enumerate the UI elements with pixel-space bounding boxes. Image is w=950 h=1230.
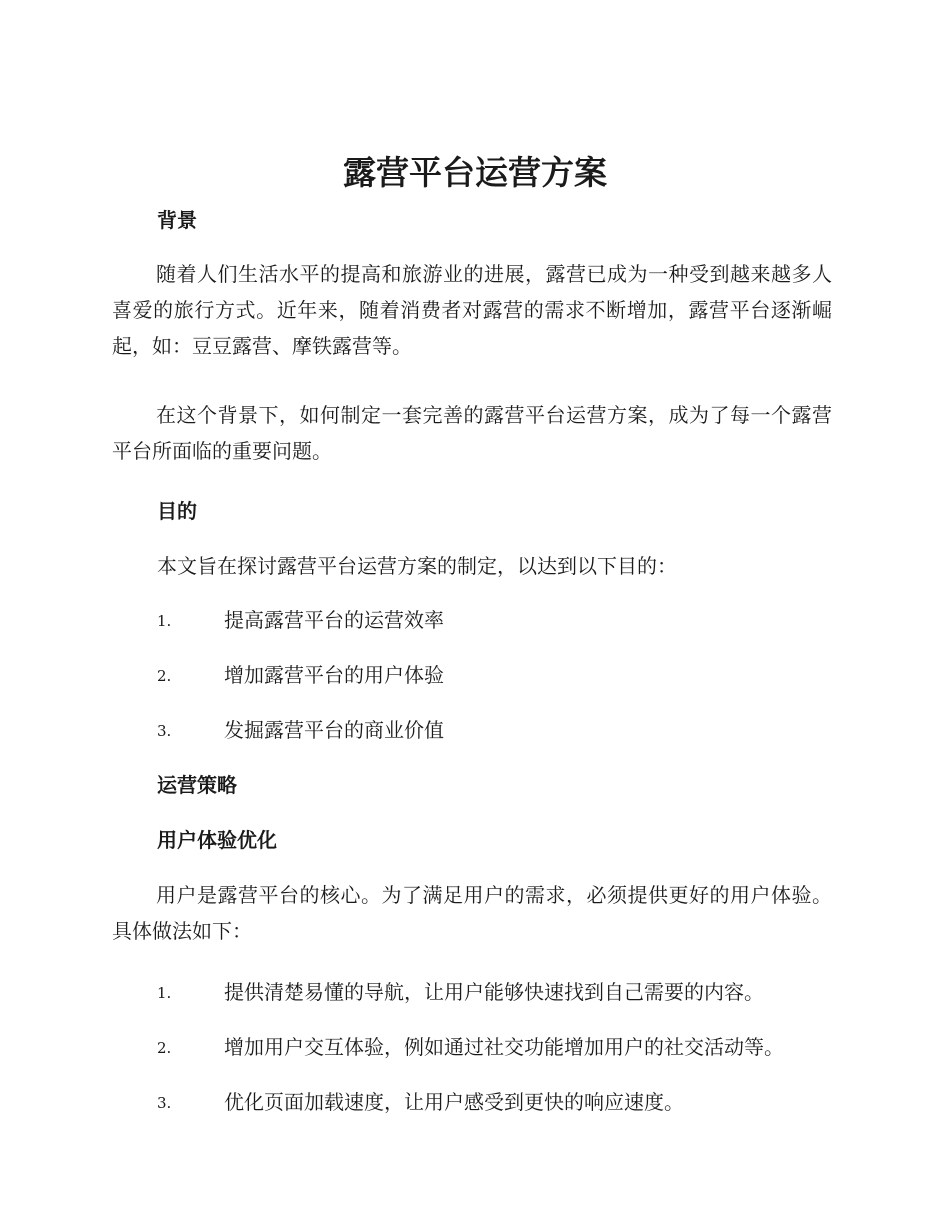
list-text: 增加露营平台的用户体验: [224, 663, 444, 687]
list-number: 1.: [157, 612, 172, 630]
list-item: [157, 715, 847, 745]
subsection-heading-ux: 用户体验优化: [157, 828, 277, 852]
list-item: [157, 977, 847, 1007]
purpose-intro: 本文旨在探讨露营平台运营方案的制定，以达到以下目的：: [157, 554, 677, 578]
section-heading-strategy: 运营策略: [157, 773, 237, 797]
list-item: [157, 1032, 847, 1062]
section-heading-purpose: 目的: [157, 499, 197, 523]
list-number: 2.: [157, 667, 172, 685]
list-number: 3.: [157, 1094, 172, 1112]
section-heading-background: 背景: [157, 208, 197, 232]
list-item: [157, 605, 847, 635]
list-text: 提供清楚易懂的导航，让用户能够快速找到自己需要的内容。: [224, 980, 764, 1004]
document-title: 露营平台运营方案: [343, 153, 607, 192]
strategy-paragraph: 用户是露营平台的核心。为了满足用户的需求，必须提供更好的用户体验。具体做法如下：: [112, 883, 832, 943]
list-text: 优化页面加载速度，让用户感受到更快的响应速度。: [224, 1090, 684, 1114]
list-text: 提高露营平台的运营效率: [224, 608, 444, 632]
list-item: [157, 1087, 847, 1117]
background-paragraph-2: 在这个背景下，如何制定一套完善的露营平台运营方案，成为了每一个露营平台所面临的重要问题。: [112, 403, 832, 463]
background-paragraph-1: 随着人们生活水平的提高和旅游业的进展，露营已成为一种受到越来越多人喜爱的旅行方式。近年来，随着消费者对露营的需求不断增加，露营平台逐渐崛起，如：豆豆露营、摩铁露营等。: [112, 262, 832, 358]
list-number: 3.: [157, 722, 172, 740]
list-number: 2.: [157, 1039, 172, 1057]
list-number: 1.: [157, 984, 172, 1002]
list-text: 发掘露营平台的商业价值: [224, 718, 444, 742]
list-item: [157, 660, 847, 690]
list-text: 增加用户交互体验，例如通过社交功能增加用户的社交活动等。: [224, 1035, 784, 1059]
